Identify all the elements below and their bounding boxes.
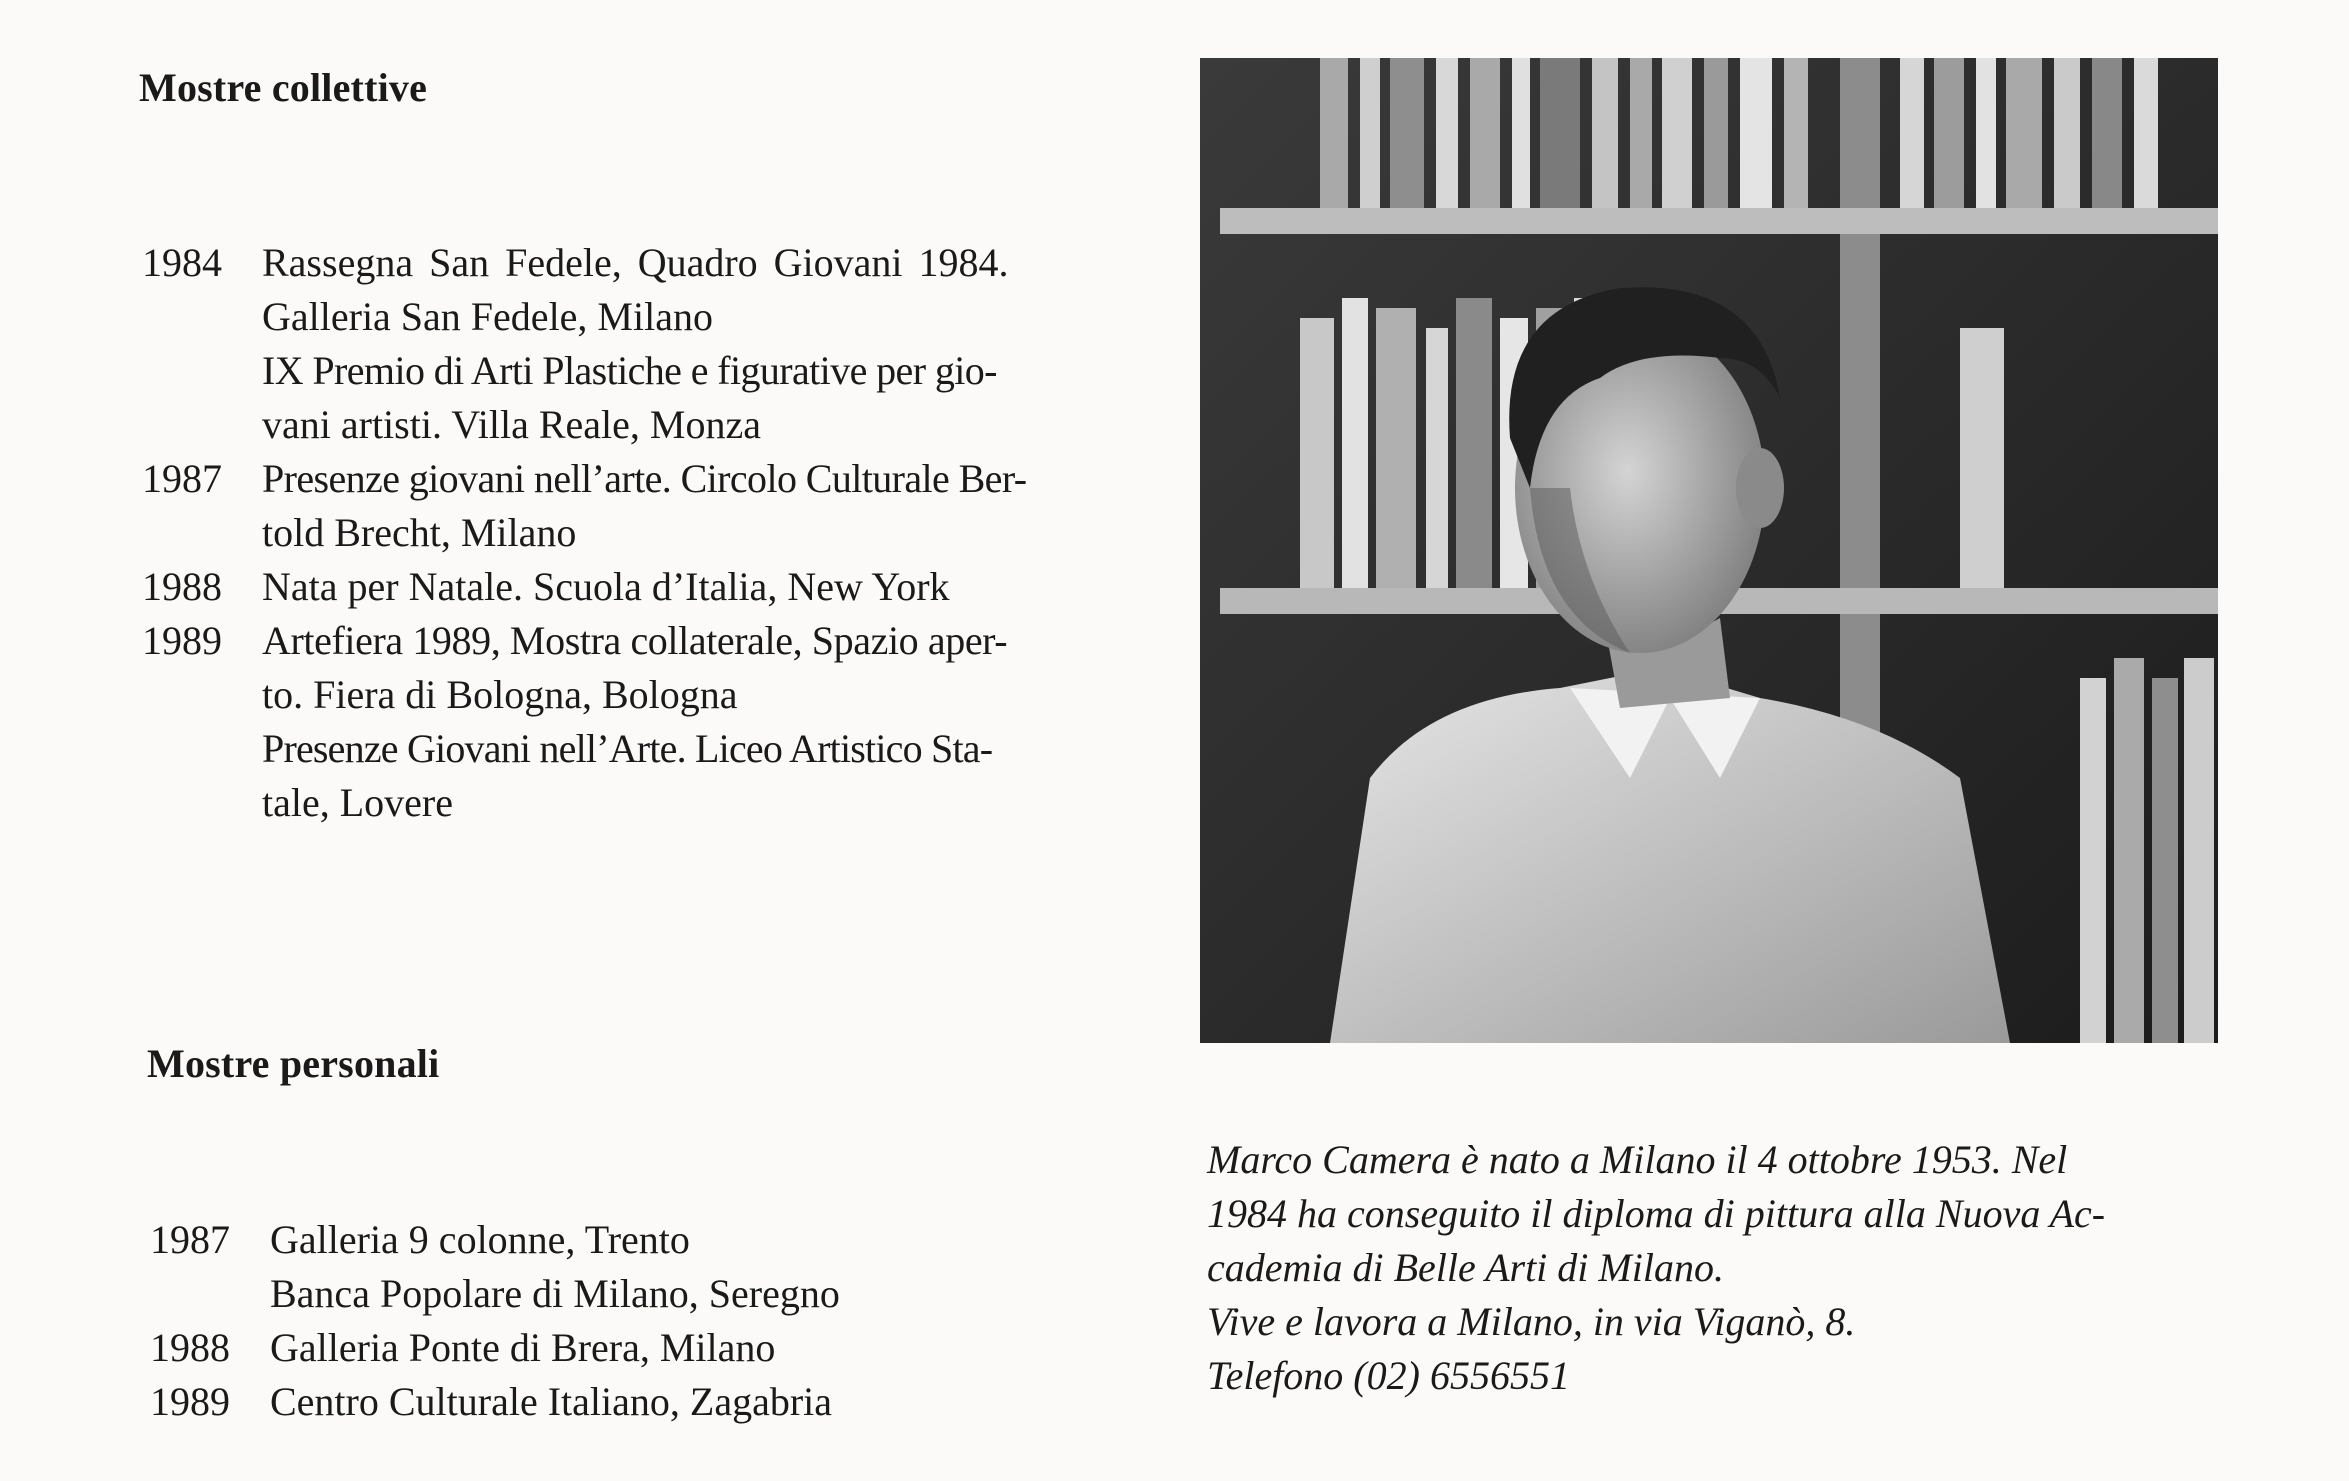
entry-line: Presenze Giovani nell’Arte. Liceo Artistico Sta-	[262, 726, 993, 771]
entry-line: vani artisti. Villa Reale, Monza	[262, 402, 761, 447]
list-mostre-personali	[150, 1213, 840, 1429]
entry-line: told Brecht, Milano	[262, 510, 577, 555]
entry-year: 1987	[150, 1217, 230, 1262]
entry-line: Galleria San Fedele, Milano	[262, 294, 713, 339]
bio-line: Telefono (02) 6556551	[1207, 1353, 1570, 1398]
list-item	[150, 1321, 840, 1375]
heading-mostre-personali: Mostre personali	[147, 1041, 440, 1086]
portrait-photo	[1200, 58, 2218, 1043]
list-item	[142, 452, 1026, 560]
bio-line: Marco Camera è nato a Milano il 4 ottobre 1953. Nel	[1207, 1137, 2068, 1182]
entry-line: Centro Culturale Italiano, Zagabria	[270, 1379, 833, 1424]
bio-line: 1984 ha conseguito il diploma di pittura alla Nuova Ac-	[1207, 1191, 2106, 1236]
entry-year: 1989	[142, 618, 222, 663]
entry-line: Nata per Natale. Scuola d’Italia, New York	[262, 564, 950, 609]
entry-year: 1988	[150, 1325, 230, 1370]
biography	[1207, 1133, 2105, 1403]
entry-line: Galleria 9 colonne, Trento	[270, 1217, 690, 1262]
heading-mostre-collettive: Mostre collettive	[139, 65, 428, 110]
entry-year: 1988	[142, 564, 222, 609]
entry-year: 1987	[142, 456, 222, 501]
list-item	[142, 236, 1026, 452]
list-item	[150, 1375, 840, 1429]
entry-line: Rassegna San Fedele, Quadro Giovani 1984.	[262, 240, 1009, 285]
entry-line: tale, Lovere	[262, 780, 453, 825]
list-item	[142, 560, 1026, 614]
entry-line: IX Premio di Arti Plastiche e figurative per gio-	[262, 348, 997, 393]
list-mostre-collettive	[142, 236, 1026, 830]
entry-line: Banca Popolare di Milano, Seregno	[270, 1271, 840, 1316]
entry-year: 1989	[150, 1379, 230, 1424]
bio-line: cademia di Belle Arti di Milano.	[1207, 1245, 1724, 1290]
list-item	[150, 1213, 840, 1321]
entry-line: Artefiera 1989, Mostra collaterale, Spazio aper-	[262, 618, 1008, 663]
entry-line: to. Fiera di Bologna, Bologna	[262, 672, 738, 717]
entry-year: 1984	[142, 240, 222, 285]
entry-line: Galleria Ponte di Brera, Milano	[270, 1325, 776, 1370]
list-item	[142, 614, 1026, 830]
entry-line: Presenze giovani nell’arte. Circolo Culturale Ber-	[262, 456, 1027, 501]
bio-line: Vive e lavora a Milano, in via Viganò, 8.	[1207, 1299, 1856, 1344]
